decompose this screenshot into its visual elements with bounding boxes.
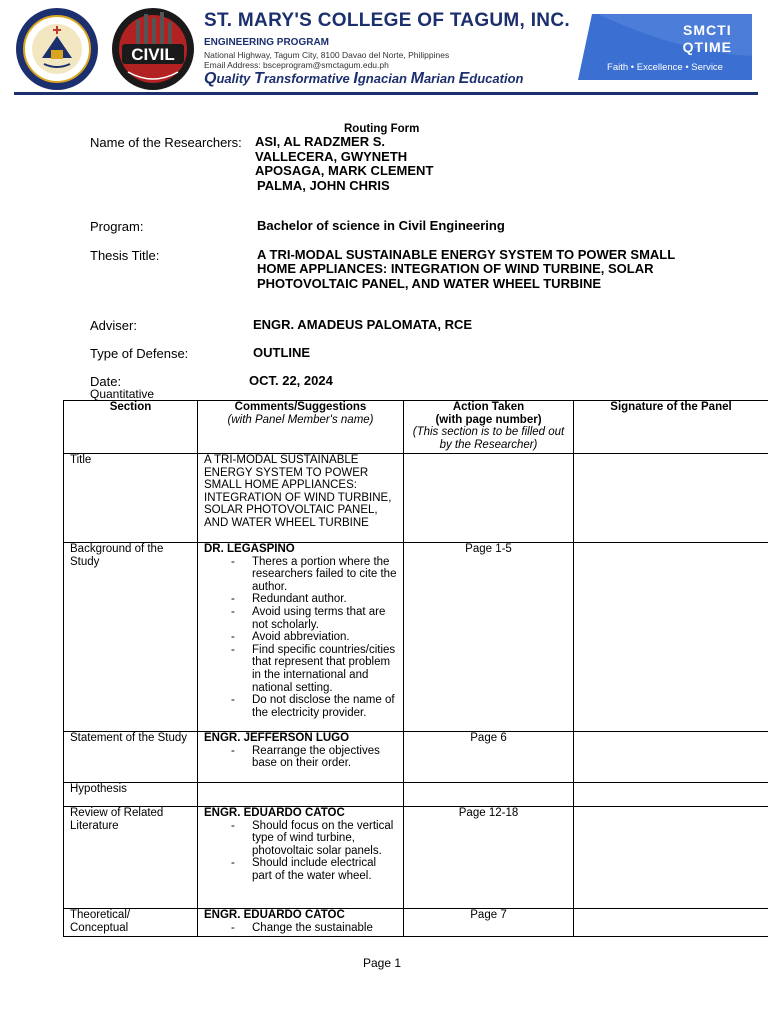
action-cell: Page 6 — [404, 732, 574, 783]
signature-cell — [574, 783, 768, 807]
action-header-note: (This section is to be filled out by the Researcher) — [412, 426, 565, 451]
signature-header — [574, 401, 768, 454]
section-cell: Review of Related Literature — [64, 807, 198, 909]
motto — [204, 70, 523, 88]
comment-item: - Should focus on the vertical type of wind turbine, photovoltaic solar panels. — [231, 820, 397, 858]
comment-cell: A TRI-MODAL SUSTAINABLE ENERGY SYSTEM TO POWER SMALL HOME APPLIANCES: INTEGRATION OF WIND TURBINE, SOLAR PHOTOVOLTAIC PANEL, AND WATER WHEEL TURBINE — [198, 454, 404, 543]
comment-item: - Should include electrical part of the water wheel. — [231, 857, 397, 882]
motto-word — [204, 71, 523, 86]
comment-item: - Avoid abbreviation. — [231, 631, 397, 644]
email-line: Email Address: bsceprogram@smctagum.edu.ph — [204, 60, 389, 70]
program-label: Program: — [90, 219, 144, 234]
table-row — [64, 807, 768, 909]
researchers-list — [255, 135, 433, 193]
comment-cell — [198, 807, 404, 909]
comment-list — [204, 745, 397, 770]
civil-engineering-logo — [110, 6, 196, 92]
motto-word: Ignacian — [353, 70, 411, 87]
comment-cell — [198, 909, 404, 937]
section-cell: Theoretical/ Conceptual — [64, 909, 198, 937]
motto-word: Quality — [204, 70, 255, 87]
comment-cell — [198, 543, 404, 732]
header-divider — [14, 92, 758, 95]
smcti-qtime-badge — [578, 14, 752, 80]
thesis-title-label: Thesis Title: — [90, 248, 160, 263]
comment-item: - Avoid using terms that are not scholarly. — [231, 606, 397, 631]
section-cell: Background of the Study — [64, 543, 198, 732]
section-cell: Hypothesis — [64, 783, 198, 807]
signature-cell — [574, 543, 768, 732]
researchers-label: Name of the Researchers: — [90, 135, 242, 150]
research-type: Quantitative — [90, 387, 155, 401]
comment-list — [204, 820, 397, 883]
researcher-name: APOSAGA, MARK CLEMENT — [255, 163, 434, 178]
section-header — [64, 401, 198, 454]
address-block — [204, 50, 449, 70]
section-cell: Statement of the Study — [64, 732, 198, 783]
smcti-title — [683, 22, 732, 56]
table-row — [64, 454, 768, 543]
action-header — [404, 401, 574, 454]
date-label: Date: — [90, 374, 122, 389]
thesis-title-value: A TRI-MODAL SUSTAINABLE ENERGY SYSTEM TO POWER SMALL HOME APPLIANCES: INTEGRATION OF WIND TURBINE, SOLAR PHOTOVOLTAIC PANEL, AND WATER WHEEL TURBINE — [257, 247, 675, 291]
page-number: Page 1 — [363, 956, 402, 970]
motto-word: Transformative — [254, 70, 354, 87]
comment-list — [204, 922, 397, 935]
signature-cell — [574, 807, 768, 909]
action-cell: Page 7 — [404, 909, 574, 937]
signature-cell — [574, 454, 768, 543]
comment-item: - Find specific countries/cities that represent that problem in the international and national setting. — [231, 644, 397, 694]
comments-header — [198, 401, 404, 454]
table-row — [64, 909, 768, 937]
action-cell: Page 12-18 — [404, 807, 574, 909]
section-header-label: Section — [109, 401, 152, 413]
date-value: OCT. 22, 2024 — [249, 373, 333, 388]
smcti-line: SMCTI — [683, 22, 732, 38]
action-header-sub: (with page number) — [435, 413, 542, 426]
signature-header-label: Signature of the Panel — [610, 401, 732, 413]
adviser-label: Adviser: — [90, 318, 137, 333]
qtime-line: QTIME — [682, 39, 732, 55]
civil-logo-text: CIVIL — [131, 45, 175, 64]
program-heading: ENGINEERING PROGRAM — [204, 37, 330, 48]
table-row — [64, 732, 768, 783]
action-cell: Page 1-5 — [404, 543, 574, 732]
comment-item: - Redundant author. — [231, 593, 397, 606]
action-cell — [404, 454, 574, 543]
comments-header-sub: (with Panel Member's name) — [227, 413, 374, 426]
defense-type-label: Type of Defense: — [90, 346, 189, 361]
defense-type-value: OUTLINE — [253, 345, 311, 360]
section-cell: Title — [64, 454, 198, 543]
signature-cell — [574, 732, 768, 783]
comment-item: - Do not disclose the name of the electricity provider. — [231, 694, 397, 719]
address-line: National Highway, Tagum City, 8100 Davao del Norte, Philippines — [204, 50, 450, 60]
comment-cell — [198, 732, 404, 783]
panelist-name: ENGR. JEFFERSON LUGO — [204, 732, 350, 744]
panelist-name: ENGR. EDUARDO CATOC — [204, 807, 345, 819]
table-row — [64, 783, 768, 807]
action-header-label: Action Taken — [452, 401, 525, 413]
panelist-name: ENGR. EDUARDO CATOC — [204, 909, 345, 921]
comment-item: - Theres a portion where the researchers failed to cite the author. — [231, 556, 397, 594]
motto-word: Education — [458, 70, 524, 87]
comment-list — [204, 556, 397, 720]
comment-item: - Change the sustainable — [231, 922, 397, 935]
researcher-name: PALMA, JOHN CHRIS — [257, 177, 390, 193]
table-header-row — [64, 401, 768, 454]
adviser-value: ENGR. AMADEUS PALOMATA, RCE — [253, 317, 473, 332]
researcher-name: ASI, AL RADZMER S. — [255, 134, 386, 149]
routing-table — [63, 400, 768, 937]
comments-header-label: Comments/Suggestions — [234, 401, 367, 413]
panelist-name: DR. LEGASPINO — [204, 543, 295, 555]
comment-item: - Rearrange the objectives base on their order. — [231, 745, 397, 770]
form-title: Routing Form — [344, 123, 420, 135]
action-cell — [404, 783, 574, 807]
smcti-tagline: Faith • Excellence • Service — [607, 62, 723, 73]
college-name: ST. MARY'S COLLEGE OF TAGUM, INC. — [204, 10, 570, 31]
researcher-name: VALLECERA, GWYNETH — [255, 148, 408, 164]
motto-word: Marian — [410, 70, 459, 87]
comment-cell — [198, 783, 404, 807]
college-seal-logo — [14, 6, 100, 92]
program-value: Bachelor of science in Civil Engineering — [257, 218, 505, 233]
table-row — [64, 543, 768, 732]
signature-cell — [574, 909, 768, 937]
